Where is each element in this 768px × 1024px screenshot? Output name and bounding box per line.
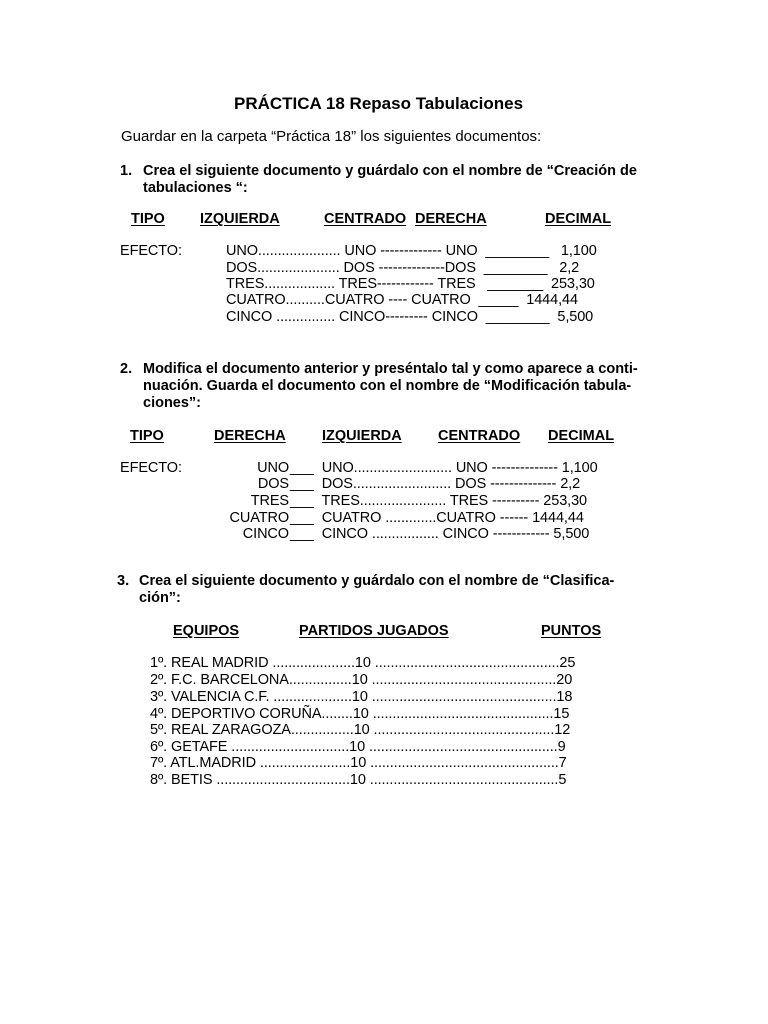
ex3-header-partidos-jugados: PARTIDOS JUGADOS — [299, 623, 449, 639]
ex2-header-derecha: DERECHA — [214, 428, 286, 444]
ex2-header-decimal: DECIMAL — [548, 428, 615, 444]
ex3-header-equipos: EQUIPOS — [173, 623, 240, 639]
ex3-row: 3º. VALENCIA C.F. ....................10 ...............................................18 — [150, 689, 573, 705]
ex1-instruction-line2: tabulaciones “: — [143, 180, 248, 196]
ex2-row-rest: ___ CUATRO .............CUATRO ------ 1444,44 — [290, 510, 584, 526]
ex1-number: 1. — [120, 163, 133, 179]
ex3-instruction-line1: Crea el siguiente documento y guárdalo con el nombre de “Clasifica- — [139, 573, 615, 589]
ex2-row-rest: ___ DOS......................... DOS -------------- 2,2 — [290, 476, 581, 492]
ex1-row: UNO..................... UNO ------------- UNO ________ 1,100 — [226, 243, 597, 259]
ex1-header-centrado: CENTRADO — [324, 211, 407, 227]
ex1-row: CINCO ............... CINCO--------- CINCO ________ 5,500 — [226, 309, 594, 325]
ex3-header-puntos: PUNTOS — [541, 623, 602, 639]
ex1-instruction-line1: Crea el siguiente documento y guárdalo con el nombre de “Creación de — [143, 163, 637, 179]
ex3-row: 2º. F.C. BARCELONA................10 ...............................................20 — [150, 672, 573, 688]
ex3-row: 1º. REAL MADRID .....................10 ...............................................25 — [150, 655, 576, 671]
ex2-instruction-line1: Modifica el documento anterior y preséntalo tal y como aparece a conti- — [143, 361, 638, 377]
ex3-row: 4º. DEPORTIVO CORUÑA........10 ..............................................15 — [150, 706, 570, 722]
ex1-row: CUATRO..........CUATRO ---- CUATRO _____ 1444,44 — [226, 292, 578, 308]
ex3-row: 7º. ATL.MADRID .......................10 ................................................7 — [150, 755, 567, 771]
intro-text: Guardar en la carpeta “Práctica 18” los siguientes documentos: — [121, 128, 542, 145]
ex2-instruction-line2: nuación. Guarda el documento con el nombre de “Modificación tabula- — [143, 378, 632, 394]
ex2-row-right-text: TRES — [250, 493, 289, 509]
ex1-header-izquierda: IZQUIERDA — [200, 211, 280, 227]
ex1-effect-label: EFECTO: — [120, 243, 182, 259]
ex2-row-right-text: CUATRO — [229, 510, 289, 526]
ex1-header-tipo: TIPO — [131, 211, 165, 227]
ex3-number: 3. — [117, 573, 130, 589]
ex2-row-right-text: UNO — [257, 460, 289, 476]
ex3-instruction-line2: ción”: — [139, 590, 181, 606]
ex3-row: 8º. BETIS ..................................10 ................................................5 — [150, 772, 567, 788]
ex2-row-rest: ___ UNO......................... UNO -------------- 1,100 — [290, 460, 598, 476]
ex2-row-rest: ___ TRES...................... TRES ---------- 253,30 — [290, 493, 588, 509]
ex2-effect-label: EFECTO: — [120, 460, 182, 476]
ex3-row: 6º. GETAFE ..............................10 ................................................9 — [150, 739, 566, 755]
ex1-header-decimal: DECIMAL — [545, 211, 612, 227]
ex2-row-right-text: DOS — [257, 476, 289, 492]
ex1-row: TRES.................. TRES------------ TRES _______ 253,30 — [226, 276, 595, 292]
ex2-row-rest: ___ CINCO ................. CINCO ------------ 5,500 — [290, 526, 590, 542]
ex2-header-tipo: TIPO — [130, 428, 164, 444]
ex2-row-right-text: CINCO — [242, 526, 289, 542]
ex2-number: 2. — [120, 361, 133, 377]
ex1-row: DOS..................... DOS --------------DOS ________ 2,2 — [226, 260, 580, 276]
ex2-instruction-line3: ciones”: — [143, 395, 202, 411]
ex3-row: 5º. REAL ZARAGOZA................10 ..............................................12 — [150, 722, 571, 738]
page-title: PRÁCTICA 18 Repaso Tabulaciones — [234, 94, 524, 113]
ex2-header-izquierda: IZQUIERDA — [322, 428, 402, 444]
ex2-header-centrado: CENTRADO — [438, 428, 521, 444]
ex1-header-derecha: DERECHA — [415, 211, 487, 227]
